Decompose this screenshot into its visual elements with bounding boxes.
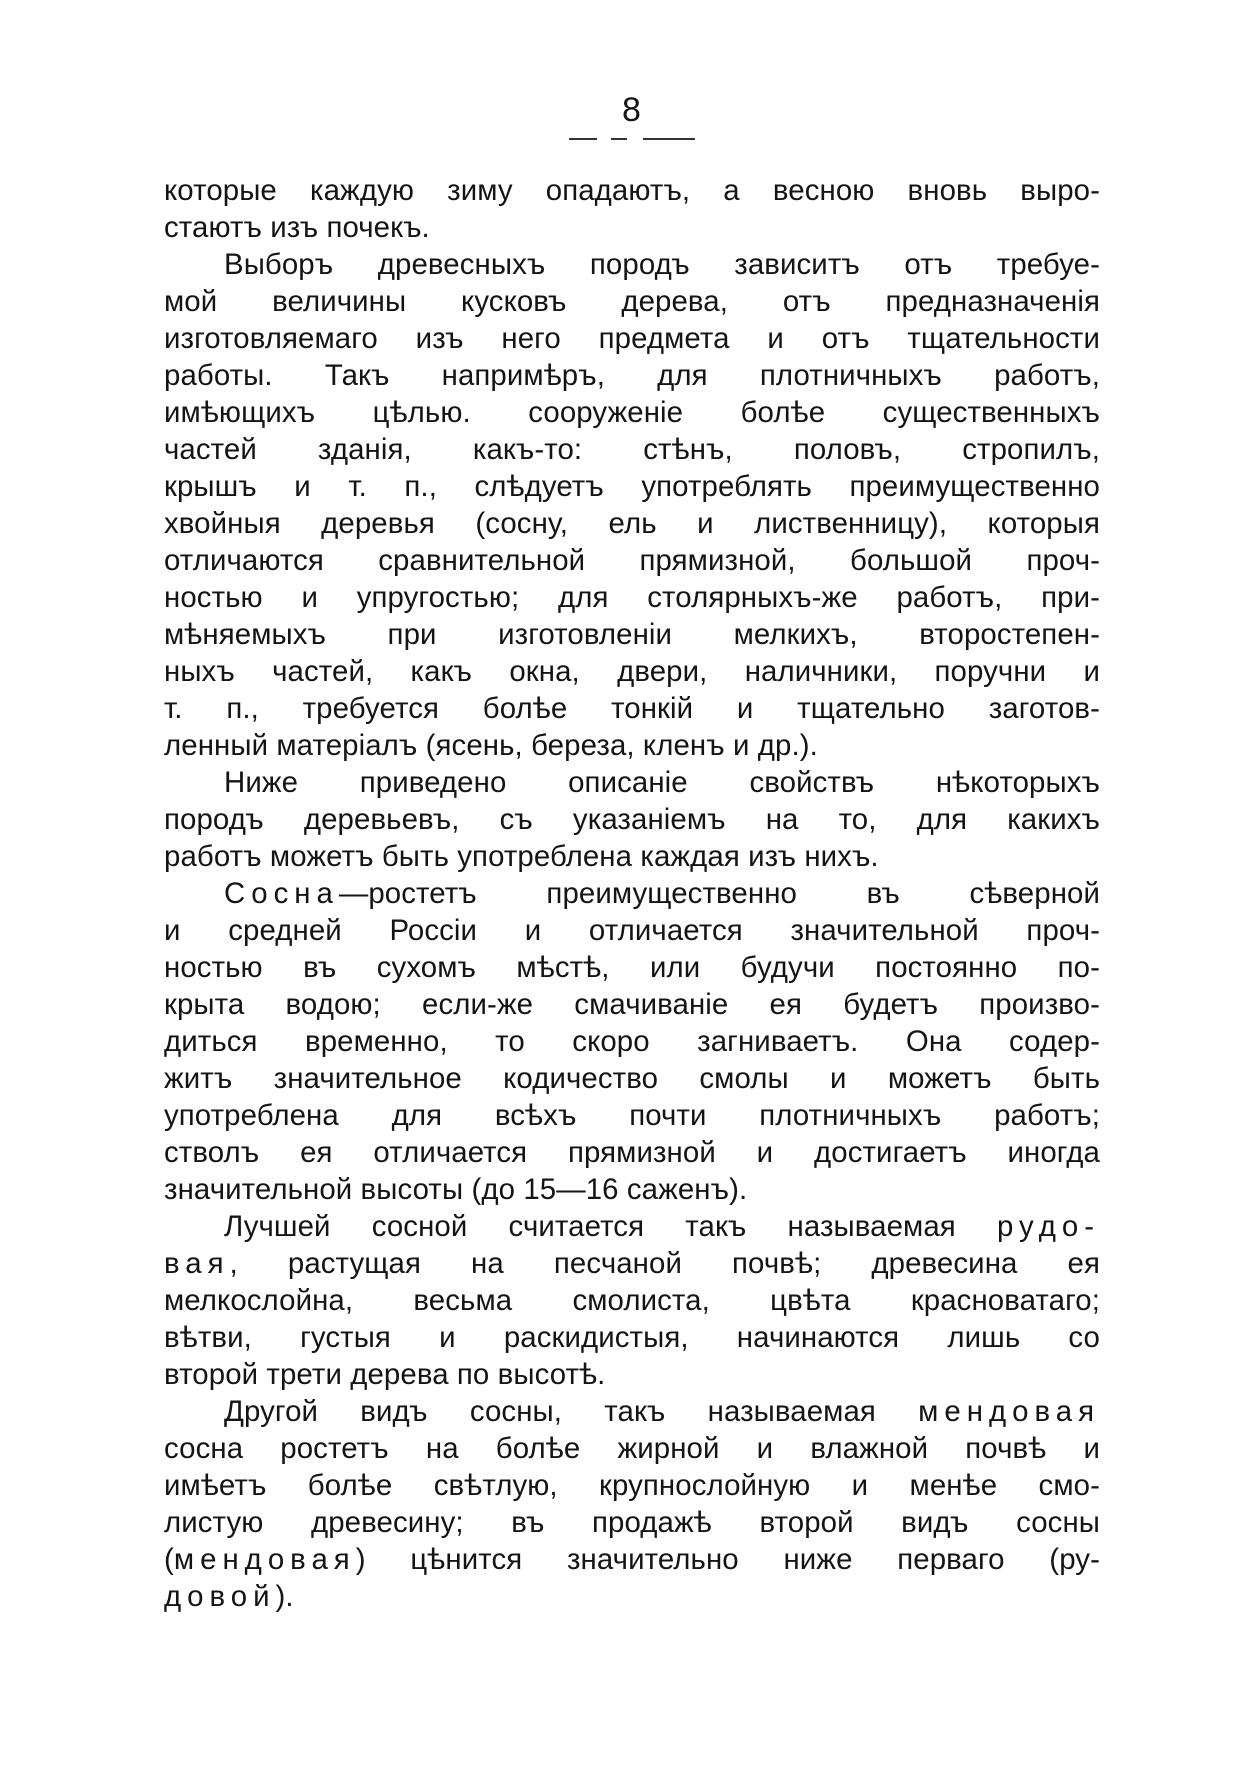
text-line: которые каждую зиму опадаютъ, а весною вновь выро- — [164, 174, 1100, 207]
text-line: стаютъ изъ почекъ. — [164, 211, 430, 244]
spaced-term: мендовая — [918, 1395, 1100, 1428]
text-line: второй трети дерева по высотѣ. — [164, 1358, 606, 1391]
text-line: мелкослойна, весьма смолиста, цвѣта красноватаго; — [164, 1284, 1100, 1317]
text-line: (мендовая) цѣнится значительно ниже перваго (ру- — [164, 1543, 1100, 1576]
header-rule — [569, 138, 695, 140]
spaced-term: довой — [164, 1580, 276, 1613]
text-line: вая, растущая на песчаной почвѣ; древесина ея — [164, 1247, 1100, 1280]
text-line: ностью и упругостью; для столярныхъ-же работъ, при- — [164, 581, 1100, 614]
spaced-term: мендовая — [173, 1543, 356, 1576]
text-line: сосна ростетъ на болѣе жирной и влажной почвѣ и — [164, 1432, 1100, 1465]
text-line: стволъ ея отличается прямизной и достигаетъ иногда — [164, 1136, 1100, 1169]
text-line: работъ можетъ быть употреблена каждая изъ нихъ. — [164, 840, 879, 873]
text-line: листую древесину; въ продажѣ второй видъ сосны — [164, 1506, 1100, 1539]
text-line: крышъ и т. п., слѣдуетъ употреблять преимущественно — [164, 470, 1100, 503]
body-text — [164, 172, 1100, 1615]
text-line: употреблена для всѣхъ почти плотничныхъ работъ; — [164, 1099, 1100, 1132]
text-line: хвойныя деревья (сосну, ель и лиственницу), которыя — [164, 507, 1100, 540]
text-line: работы. Такъ напримѣръ, для плотничныхъ работъ, — [164, 359, 1100, 392]
text-line: Сосна—ростетъ преимущественно въ сѣверной — [224, 877, 1100, 910]
text-line: Выборъ древесныхъ породъ зависитъ отъ требуе- — [224, 248, 1100, 281]
text-line: частей зданія, какъ-то: стѣнъ, половъ, стропилъ, — [164, 433, 1100, 466]
text-line: т. п., требуется болѣе тонкій и тщательно заготов- — [164, 692, 1100, 725]
text-line: отличаются сравнительной прямизной, большой проч- — [164, 544, 1100, 577]
text-line: ленный матеріалъ (ясень, береза, кленъ и др.). — [164, 729, 818, 762]
text-line: крыта водою; если-же смачиваніе ея будетъ произво- — [164, 988, 1100, 1021]
text-line: Другой видъ сосны, такъ называемая мендовая — [224, 1395, 1100, 1428]
text-line: имѣетъ болѣе свѣтлую, крупнослойную и менѣе смо- — [164, 1469, 1100, 1502]
spaced-term: Сосна — [224, 877, 339, 910]
text-line: мой величины кусковъ дерева, отъ предназначенія — [164, 285, 1100, 318]
text-line: ностью въ сухомъ мѣстѣ, или будучи постоянно по- — [164, 951, 1100, 984]
text-line: Лучшей сосной считается такъ называемая рудо- — [224, 1210, 1100, 1243]
text-line: довой). — [164, 1580, 294, 1613]
text-line: имѣющихъ цѣлью. сооруженіе болѣе существенныхъ — [164, 396, 1100, 429]
text-line: Ниже приведено описаніе свойствъ нѣкоторыхъ — [224, 766, 1100, 799]
text-line: вѣтви, густыя и раскидистыя, начинаются лишь со — [164, 1321, 1100, 1354]
spaced-term: вая — [164, 1247, 230, 1280]
text-line: диться временно, то скоро загниваетъ. Она содер- — [164, 1025, 1100, 1058]
page-number: 8 — [622, 91, 642, 129]
text-line: и средней Россіи и отличается значительной проч- — [164, 914, 1100, 947]
text-line: значительной высоты (до 15—16 саженъ). — [164, 1173, 748, 1206]
spaced-term: рудо- — [996, 1210, 1100, 1243]
document-page — [164, 84, 1100, 1764]
text-line: породъ деревьевъ, съ указаніемъ на то, для какихъ — [164, 803, 1100, 836]
text-line: ныхъ частей, какъ окна, двери, наличники, поручни и — [164, 655, 1100, 688]
page-header — [164, 84, 1100, 180]
text-line: изготовляемаго изъ него предмета и отъ тщательности — [164, 322, 1100, 355]
text-line: мѣняемыхъ при изготовленіи мелкихъ, второстепен- — [164, 618, 1100, 651]
text-line: житъ значительное кодичество смолы и можетъ быть — [164, 1062, 1100, 1095]
